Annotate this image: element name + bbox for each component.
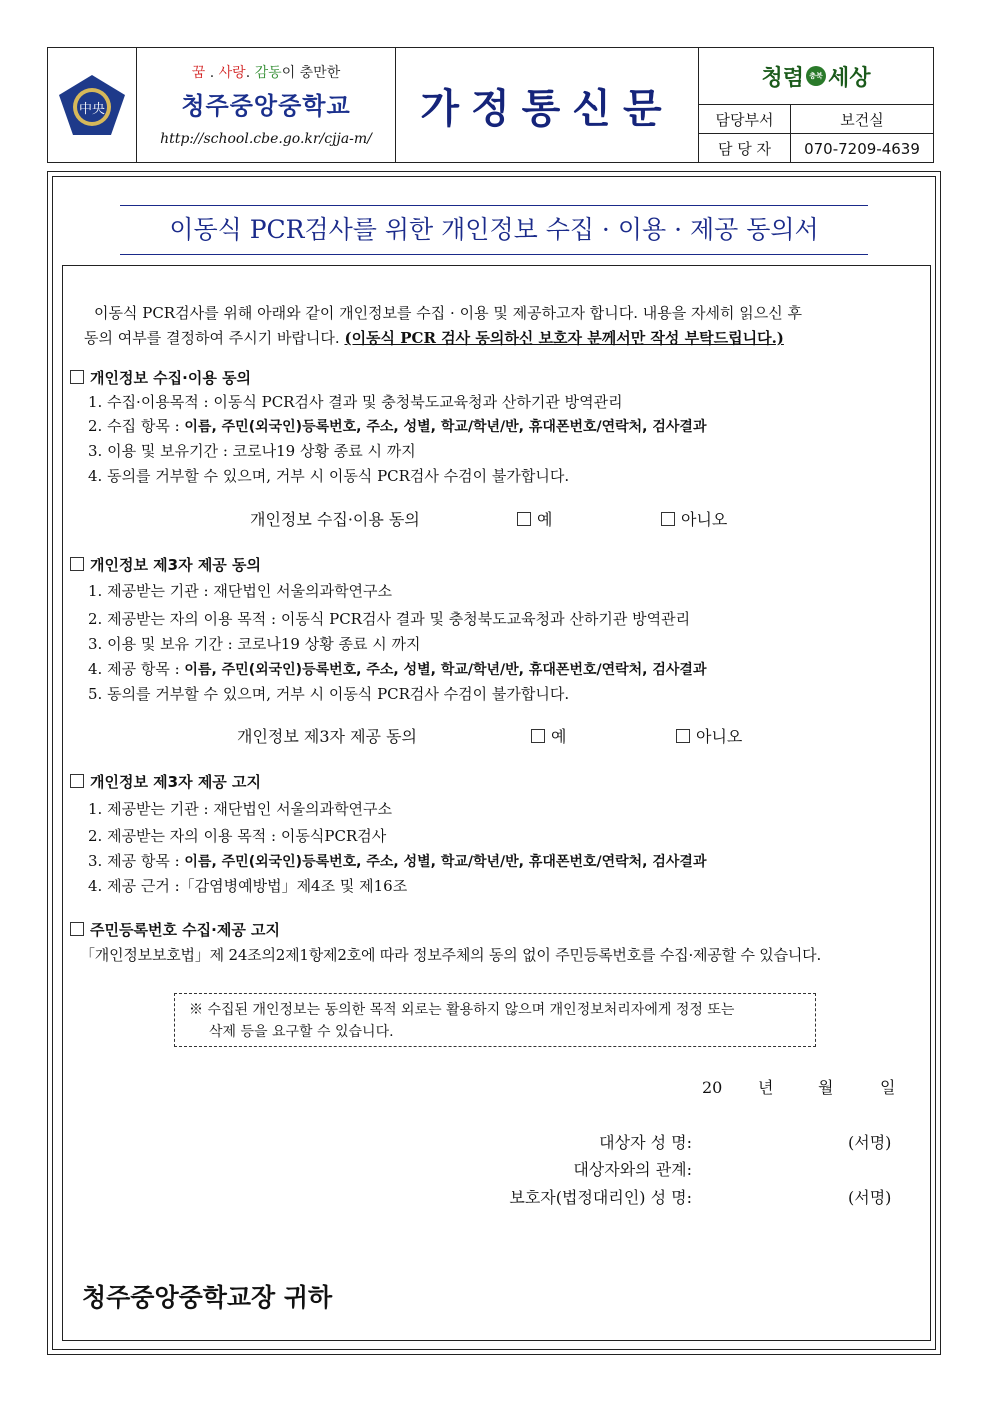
list-item: 3. 이용 및 보유기간 : 코로나19 상황 종료 시 까지	[88, 442, 416, 460]
date-year-label: 년	[758, 1078, 774, 1097]
contact-info	[699, 48, 933, 162]
intro-paragraph	[84, 301, 904, 351]
school-slogan	[137, 62, 395, 82]
date-day-label: 일	[880, 1078, 896, 1097]
list-item-value: 이름, 주민(외국인)등록번호, 주소, 성별, 학교/학년/반, 휴대폰번호/연락처, 검사결과	[184, 662, 707, 678]
list-item	[88, 851, 706, 872]
target-name-label: 대상자 성 명:	[599, 1133, 692, 1152]
slogan-dot: .	[245, 65, 251, 81]
dept-label: 담당부서	[699, 105, 791, 134]
section-title-text: 개인정보 제3자 제공 고지	[90, 773, 262, 791]
third-party-no-option[interactable]	[676, 727, 742, 747]
letter-title: 가정통신문	[420, 85, 674, 132]
section-title-consent	[70, 368, 251, 388]
list-item: 1. 수집·이용목적 : 이동식 PCR검사 결과 및 충청북도교육청과 산하기관 방역관리	[88, 393, 623, 411]
person-label: 담 당 자	[699, 134, 791, 163]
list-item-label: 4. 제공 항목 :	[88, 660, 185, 678]
date-year: 20	[702, 1078, 723, 1097]
list-item-value: 이름, 주민(외국인)등록번호, 주소, 성별, 학교/학년/반, 휴대폰번호/연락처, 검사결과	[184, 419, 707, 435]
section-checkbox-icon	[70, 774, 84, 788]
section-title-text: 개인정보 제3자 제공 동의	[90, 556, 262, 574]
school-url-link[interactable]: http://school.cbe.go.kr/cjja-m/	[160, 131, 372, 147]
consent-label: 개인정보 제3자 제공 동의	[237, 727, 417, 746]
emblem-text: 中央	[78, 102, 106, 117]
slogan-word: 감동	[254, 65, 282, 81]
section-checkbox-icon	[70, 557, 84, 571]
consent-yes-option[interactable]	[517, 510, 552, 530]
intro-line2: 동의 여부를 결정하여 주시기 바랍니다.	[84, 329, 340, 347]
list-item	[88, 416, 706, 437]
checkbox-icon[interactable]	[531, 729, 545, 743]
section-title-rrn-notice	[70, 920, 280, 940]
notice-line2: 삭제 등을 요구할 수 있습니다.	[209, 1024, 394, 1040]
consent-label: 개인정보 수집·이용 동의	[250, 510, 420, 529]
dept-row	[699, 104, 933, 134]
third-party-yes-option[interactable]	[531, 727, 566, 747]
chungbuk-emblem-icon	[806, 66, 826, 86]
person-row	[699, 133, 933, 163]
list-item: 4. 동의를 거부할 수 있으며, 거부 시 이동식 PCR검사 수검이 불가합니다.	[88, 467, 570, 485]
target-seal[interactable]: (서명)	[848, 1133, 892, 1152]
guardian-seal[interactable]: (서명)	[848, 1188, 892, 1207]
option-label: 아니오	[696, 727, 743, 746]
section-title-third-party-consent	[70, 555, 261, 575]
list-item: 2. 제공받는 자의 이용 목적 : 이동식PCR검사	[88, 827, 387, 845]
list-item-value: 이름, 주민(외국인)등록번호, 주소, 성별, 학교/학년/반, 휴대폰번호/연락처, 검사결과	[184, 854, 707, 870]
list-item: 1. 제공받는 기관 : 재단법인 서울의과학연구소	[88, 800, 393, 818]
integrity-slogan-left: 청렴	[761, 65, 804, 91]
integrity-slogan-right: 세상	[828, 65, 871, 91]
school-name: 청주중앙중학교	[181, 91, 351, 120]
addressee: 청주중앙중학교장 귀하	[82, 1283, 333, 1312]
option-label: 예	[551, 727, 567, 746]
person-value: 070-7209-4639	[804, 139, 920, 158]
notice-box	[174, 993, 816, 1047]
date-month-label: 월	[818, 1078, 834, 1097]
slogan-word: 이 충만한	[281, 65, 341, 81]
letterhead	[47, 47, 934, 163]
consent-no-option[interactable]	[661, 510, 727, 530]
option-label: 아니오	[681, 510, 728, 529]
relation-label: 대상자와의 관계:	[573, 1160, 692, 1179]
notice-line1: ※ 수집된 개인정보는 동의한 목적 외로는 활용하지 않으며 개인정보처리자에게 정정 또는	[189, 1002, 735, 1018]
option-label: 예	[537, 510, 553, 529]
section-title-text: 개인정보 수집·이용 동의	[90, 369, 252, 387]
slogan-word: 꿈	[191, 65, 206, 81]
section-title-third-party-notice	[70, 772, 261, 792]
list-item: 5. 동의를 거부할 수 있으며, 거부 시 이동식 PCR검사 수검이 불가합니다.	[88, 685, 570, 703]
letter-title-cell	[396, 48, 698, 162]
list-item	[88, 659, 706, 680]
section-checkbox-icon	[70, 922, 84, 936]
list-item: 2. 제공받는 자의 이용 목적 : 이동식 PCR검사 결과 및 충청북도교육청과 산하기관 방역관리	[88, 610, 691, 628]
section-checkbox-icon	[70, 370, 84, 384]
school-emblem	[48, 48, 136, 162]
intro-emphasis: (이동식 PCR 검사 동의하신 보호자 분께서만 작성 부탁드립니다.)	[344, 329, 784, 347]
intro-line1: 이동식 PCR검사를 위해 아래와 같이 개인정보를 수집 · 이용 및 제공하고자 합니다. 내용을 자세히 읽으신 후	[94, 304, 803, 322]
slogan-word: 사랑	[218, 65, 246, 81]
checkbox-icon[interactable]	[676, 729, 690, 743]
checkbox-icon[interactable]	[517, 512, 531, 526]
doc-title-bar	[120, 205, 868, 255]
dept-value: 보건실	[840, 111, 884, 129]
slogan-dot: .	[209, 65, 215, 81]
list-item: 3. 이용 및 보유 기간 : 코로나19 상황 종료 시 까지	[88, 635, 421, 653]
list-item: 1. 제공받는 기관 : 재단법인 서울의과학연구소	[88, 582, 393, 600]
rrn-notice-body: 「개인정보보호법」제 24조의2제1항제2호에 따라 정보주체의 동의 없이 주민등록번호를 수집·제공할 수 있습니다.	[80, 946, 822, 964]
section-title-text: 주민등록번호 수집·제공 고지	[90, 921, 281, 939]
guardian-name-label: 보호자(법정대리인) 성 명:	[509, 1188, 692, 1207]
doc-title: 이동식 PCR검사를 위한 개인정보 수집 · 이용 · 제공 동의서	[169, 215, 819, 244]
list-item-label: 3. 제공 항목 :	[88, 852, 185, 870]
integrity-slogan	[699, 48, 933, 104]
list-item-label: 2. 수집 항목 :	[88, 417, 185, 435]
checkbox-icon[interactable]	[661, 512, 675, 526]
integrity-slogan-mid: 충북	[809, 72, 823, 80]
school-info	[137, 48, 395, 162]
school-emblem-icon	[57, 73, 127, 137]
list-item: 4. 제공 근거 :「감염병예방법」제4조 및 제16조	[88, 877, 408, 895]
